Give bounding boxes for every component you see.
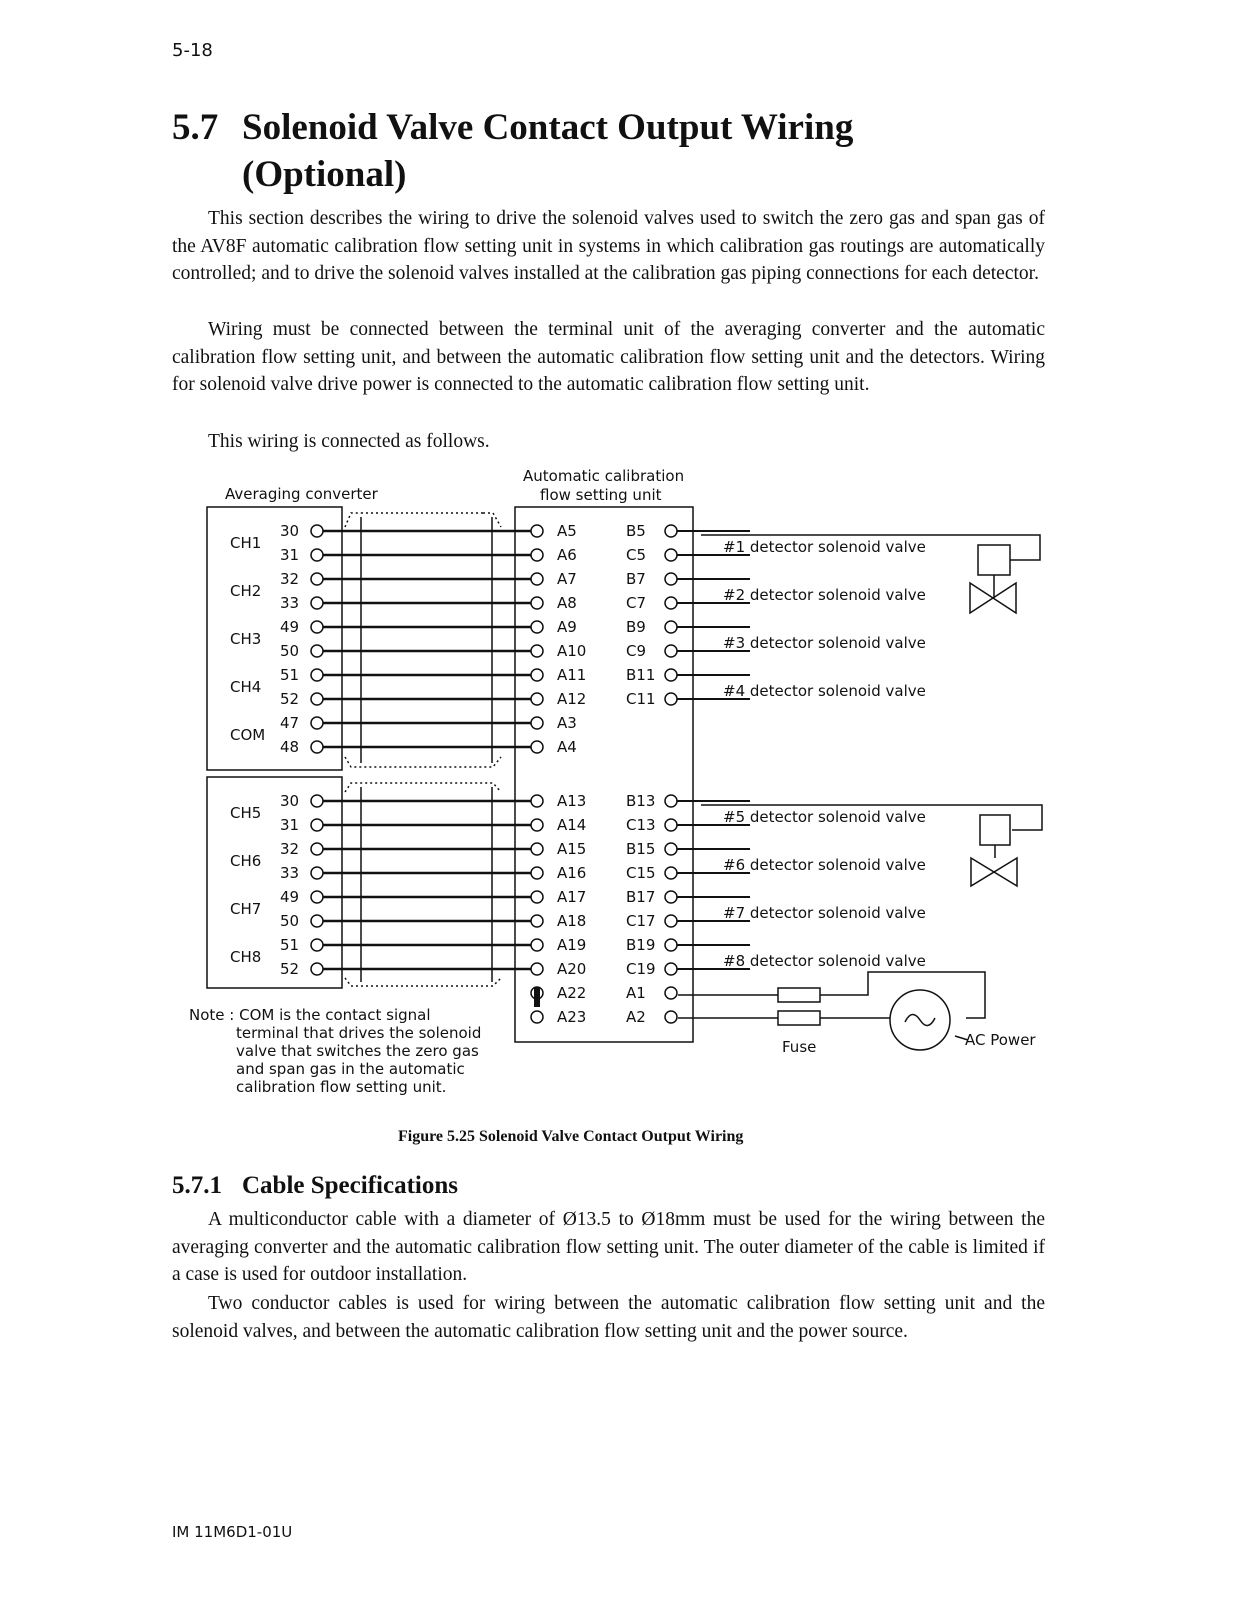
- figure-caption: Figure 5.25 Solenoid Valve Contact Output Wiring: [398, 1128, 744, 1145]
- converter-box-upper: [207, 507, 342, 770]
- lower-unit-output-terminal-label: C15: [626, 864, 656, 882]
- lower-converter-terminal-icon: [311, 867, 323, 879]
- lower-converter-terminal-icon: [311, 915, 323, 927]
- section-title-line2: (Optional): [242, 154, 407, 195]
- unit-label-line2: flow setting unit: [540, 486, 662, 504]
- section-number: 5.7: [172, 107, 219, 148]
- valve1-actuator-icon: [978, 545, 1010, 575]
- lower-unit-output-terminal-label: B17: [626, 888, 656, 906]
- lower-unit-a-terminal-icon: [531, 1011, 543, 1023]
- upper-unit-output-terminal-icon: [665, 525, 677, 537]
- upper-unit-a-terminal-label: A9: [557, 618, 577, 636]
- lower-unit-a-terminal-label: A16: [557, 864, 587, 882]
- subsection-title: [172, 1172, 458, 1200]
- page-number: 5-18: [172, 40, 213, 61]
- upper-converter-terminal-label: 52: [280, 690, 300, 708]
- lower-unit-output-terminal-icon: [665, 939, 677, 951]
- lower-unit-a-terminal-icon: [531, 795, 543, 807]
- lower-unit-output-terminal-label: B15: [626, 840, 656, 858]
- upper-converter-terminal-icon: [311, 741, 323, 753]
- upper-channel-label: CH1: [230, 534, 262, 552]
- note-line-5: calibration flow setting unit.: [236, 1078, 447, 1096]
- upper-converter-terminal-icon: [311, 573, 323, 585]
- lower-terminal-group: [230, 792, 926, 1026]
- lower-unit-a-terminal-label: A22: [557, 984, 587, 1002]
- lower-unit-output-terminal-icon: [665, 963, 677, 975]
- lower-converter-terminal-icon: [311, 819, 323, 831]
- upper-converter-terminal-icon: [311, 693, 323, 705]
- valve-label: #1 detector solenoid valve: [723, 538, 926, 556]
- cable-spec-paragraph-1: A multiconductor cable with a diameter of Ø13.5 to Ø18mm must be used for the wiring between the averaging converter and the automatic calibration flow setting unit. The outer diameter of the cable is limited if a case is used for outdoor installation.: [172, 1209, 1045, 1285]
- upper-converter-terminal-label: 31: [280, 546, 300, 564]
- lower-unit-a-terminal-label: A14: [557, 816, 587, 834]
- lower-unit-output-terminal-label: C19: [626, 960, 656, 978]
- fuse-a1-icon: [778, 988, 820, 1002]
- upper-converter-terminal-label: 48: [280, 738, 300, 756]
- lower-unit-a-terminal-label: A15: [557, 840, 587, 858]
- intro-paragraph-2: Wiring must be connected between the terminal unit of the averaging converter and the automatic calibration flow setting unit, and between the automatic calibration flow setting unit and the detectors. Wiring for solenoid valve drive power is connected to the automatic calibration flow setting unit.: [172, 319, 1045, 395]
- cable-bracket-top-lower: [345, 783, 501, 792]
- valve-label: #5 detector solenoid valve: [723, 808, 926, 826]
- upper-unit-a-terminal-label: A11: [557, 666, 587, 684]
- note-line-1: Note : COM is the contact signal: [189, 1006, 431, 1024]
- upper-unit-a-terminal-icon: [531, 741, 543, 753]
- valve-label: #2 detector solenoid valve: [723, 586, 926, 604]
- lower-converter-terminal-icon: [311, 963, 323, 975]
- cable-bracket-top-upper: [345, 513, 501, 527]
- upper-unit-a-terminal-icon: [531, 717, 543, 729]
- upper-terminal-group: [230, 522, 926, 756]
- lower-converter-terminal-label: 49: [280, 888, 300, 906]
- note-line-3: valve that switches the zero gas: [236, 1042, 479, 1060]
- upper-unit-output-terminal-label: C7: [626, 594, 647, 612]
- lower-unit-output-terminal-icon: [665, 819, 677, 831]
- ac-power-label: AC Power: [965, 1031, 1036, 1049]
- cable-bracket-bottom-upper: [345, 757, 501, 767]
- lower-unit-output-terminal-label: A2: [626, 1008, 646, 1026]
- lower-converter-terminal-label: 31: [280, 816, 300, 834]
- valve5-actuator-icon: [980, 815, 1010, 845]
- upper-unit-output-terminal-icon: [665, 645, 677, 657]
- upper-converter-terminal-icon: [311, 621, 323, 633]
- intro-paragraph-3: This wiring is connected as follows.: [208, 431, 490, 452]
- upper-converter-terminal-icon: [311, 669, 323, 681]
- valve5-body-icon: [971, 858, 1017, 886]
- section-title-line1: Solenoid Valve Contact Output Wiring: [242, 107, 854, 148]
- lower-unit-a-terminal-icon: [531, 819, 543, 831]
- upper-unit-a-terminal-label: A12: [557, 690, 587, 708]
- valve-label: #4 detector solenoid valve: [723, 682, 926, 700]
- lower-unit-a-terminal-label: A13: [557, 792, 587, 810]
- lower-channel-label: CH6: [230, 852, 262, 870]
- lower-channel-label: CH8: [230, 948, 262, 966]
- lower-unit-output-terminal-icon: [665, 867, 677, 879]
- upper-unit-a-terminal-label: A3: [557, 714, 577, 732]
- lower-unit-output-terminal-label: B13: [626, 792, 656, 810]
- upper-unit-a-terminal-icon: [531, 573, 543, 585]
- upper-converter-terminal-icon: [311, 549, 323, 561]
- upper-unit-a-terminal-icon: [531, 549, 543, 561]
- upper-unit-output-terminal-label: C9: [626, 642, 647, 660]
- lower-converter-terminal-icon: [311, 843, 323, 855]
- upper-unit-a-terminal-label: A7: [557, 570, 577, 588]
- upper-converter-terminal-icon: [311, 717, 323, 729]
- note-line-4: and span gas in the automatic: [236, 1060, 465, 1078]
- lower-converter-terminal-label: 51: [280, 936, 300, 954]
- lower-unit-output-terminal-icon: [665, 1011, 677, 1023]
- upper-unit-a-terminal-label: A10: [557, 642, 587, 660]
- lower-converter-terminal-label: 33: [280, 864, 300, 882]
- upper-converter-terminal-label: 51: [280, 666, 300, 684]
- lower-unit-a-terminal-label: A23: [557, 1008, 587, 1026]
- upper-unit-a-terminal-icon: [531, 669, 543, 681]
- lower-unit-output-terminal-icon: [665, 843, 677, 855]
- valve-label: #6 detector solenoid valve: [723, 856, 926, 874]
- upper-converter-terminal-label: 32: [280, 570, 300, 588]
- upper-converter-terminal-label: 50: [280, 642, 300, 660]
- lower-unit-a-terminal-icon: [531, 891, 543, 903]
- upper-channel-label: COM: [230, 726, 266, 744]
- upper-unit-output-terminal-label: C11: [626, 690, 656, 708]
- upper-unit-a-terminal-icon: [531, 525, 543, 537]
- converter-label: Averaging converter: [225, 485, 378, 503]
- ac-wave-icon: [905, 1014, 935, 1025]
- lower-unit-a-terminal-label: A17: [557, 888, 587, 906]
- subsection-number: 5.7.1: [172, 1172, 222, 1199]
- calibration-unit-box: [515, 507, 693, 1042]
- upper-unit-a-terminal-icon: [531, 621, 543, 633]
- lower-unit-a-terminal-label: A19: [557, 936, 587, 954]
- note-line-2: terminal that drives the solenoid: [236, 1024, 482, 1042]
- valve-label: #8 detector solenoid valve: [723, 952, 926, 970]
- upper-unit-output-terminal-icon: [665, 597, 677, 609]
- upper-converter-terminal-label: 30: [280, 522, 300, 540]
- upper-converter-terminal-label: 47: [280, 714, 300, 732]
- lower-unit-a-terminal-icon: [531, 915, 543, 927]
- lower-unit-a-terminal-icon: [531, 963, 543, 975]
- lower-converter-terminal-icon: [311, 891, 323, 903]
- lower-unit-output-terminal-label: C13: [626, 816, 656, 834]
- upper-converter-terminal-label: 49: [280, 618, 300, 636]
- upper-unit-output-terminal-label: B7: [626, 570, 646, 588]
- upper-converter-terminal-icon: [311, 645, 323, 657]
- fuse-a2-icon: [778, 1011, 820, 1025]
- fuse-label: Fuse: [782, 1038, 817, 1056]
- lower-unit-a-terminal-icon: [531, 843, 543, 855]
- upper-unit-output-terminal-label: B11: [626, 666, 656, 684]
- upper-channel-label: CH4: [230, 678, 262, 696]
- unit-label-line1: Automatic calibration: [523, 467, 685, 485]
- lower-converter-terminal-label: 32: [280, 840, 300, 858]
- valve1-body-icon: [970, 583, 1016, 613]
- intro-paragraph-1: This section describes the wiring to drive the solenoid valves used to switch the zero gas and span gas of the AV8F automatic calibration flow setting unit in systems in which calibration gas routings are automatically controlled; and to drive the solenoid valves installed at the calibration gas piping connections for each detector.: [172, 208, 1045, 284]
- subsection-title-text: Cable Specifications: [242, 1172, 458, 1199]
- upper-unit-output-terminal-icon: [665, 621, 677, 633]
- jumper-link-icon: [534, 987, 540, 1007]
- lower-unit-a-terminal-label: A18: [557, 912, 587, 930]
- valve-label: #3 detector solenoid valve: [723, 634, 926, 652]
- upper-unit-output-terminal-label: B5: [626, 522, 646, 540]
- lower-converter-terminal-label: 52: [280, 960, 300, 978]
- lower-unit-a-terminal-icon: [531, 939, 543, 951]
- upper-unit-output-terminal-icon: [665, 693, 677, 705]
- lower-unit-output-terminal-icon: [665, 795, 677, 807]
- lower-converter-terminal-icon: [311, 795, 323, 807]
- upper-channel-label: CH2: [230, 582, 262, 600]
- upper-unit-output-terminal-label: C5: [626, 546, 647, 564]
- cable-bracket-bottom-lower: [345, 978, 501, 986]
- lower-channel-label: CH7: [230, 900, 262, 918]
- upper-unit-a-terminal-label: A8: [557, 594, 577, 612]
- upper-unit-a-terminal-label: A6: [557, 546, 577, 564]
- lower-unit-a-terminal-label: A20: [557, 960, 587, 978]
- lower-unit-output-terminal-label: B19: [626, 936, 656, 954]
- upper-unit-a-terminal-label: A4: [557, 738, 577, 756]
- valve-label: #7 detector solenoid valve: [723, 904, 926, 922]
- upper-converter-terminal-icon: [311, 597, 323, 609]
- lower-unit-output-terminal-icon: [665, 891, 677, 903]
- lower-unit-output-terminal-icon: [665, 915, 677, 927]
- upper-unit-a-terminal-label: A5: [557, 522, 577, 540]
- upper-unit-a-terminal-icon: [531, 693, 543, 705]
- lower-unit-output-terminal-label: A1: [626, 984, 646, 1002]
- upper-unit-a-terminal-icon: [531, 645, 543, 657]
- upper-unit-output-terminal-icon: [665, 669, 677, 681]
- upper-unit-output-terminal-label: B9: [626, 618, 646, 636]
- lower-unit-output-terminal-icon: [665, 987, 677, 999]
- upper-unit-output-terminal-icon: [665, 549, 677, 561]
- lower-converter-terminal-label: 30: [280, 792, 300, 810]
- upper-converter-terminal-label: 33: [280, 594, 300, 612]
- upper-unit-a-terminal-icon: [531, 597, 543, 609]
- converter-box-lower: [207, 777, 342, 988]
- lower-unit-a-terminal-icon: [531, 867, 543, 879]
- document-id-footer: IM 11M6D1-01U: [172, 1523, 293, 1541]
- lower-unit-output-terminal-label: C17: [626, 912, 656, 930]
- cable-spec-paragraph-2: Two conductor cables is used for wiring between the automatic calibration flow setting unit and the solenoid valves, and between the automatic calibration flow setting unit and the power source.: [172, 1293, 1045, 1342]
- lower-converter-terminal-label: 50: [280, 912, 300, 930]
- lower-channel-label: CH5: [230, 804, 262, 822]
- upper-unit-output-terminal-icon: [665, 573, 677, 585]
- upper-channel-label: CH3: [230, 630, 262, 648]
- upper-converter-terminal-icon: [311, 525, 323, 537]
- lower-converter-terminal-icon: [311, 939, 323, 951]
